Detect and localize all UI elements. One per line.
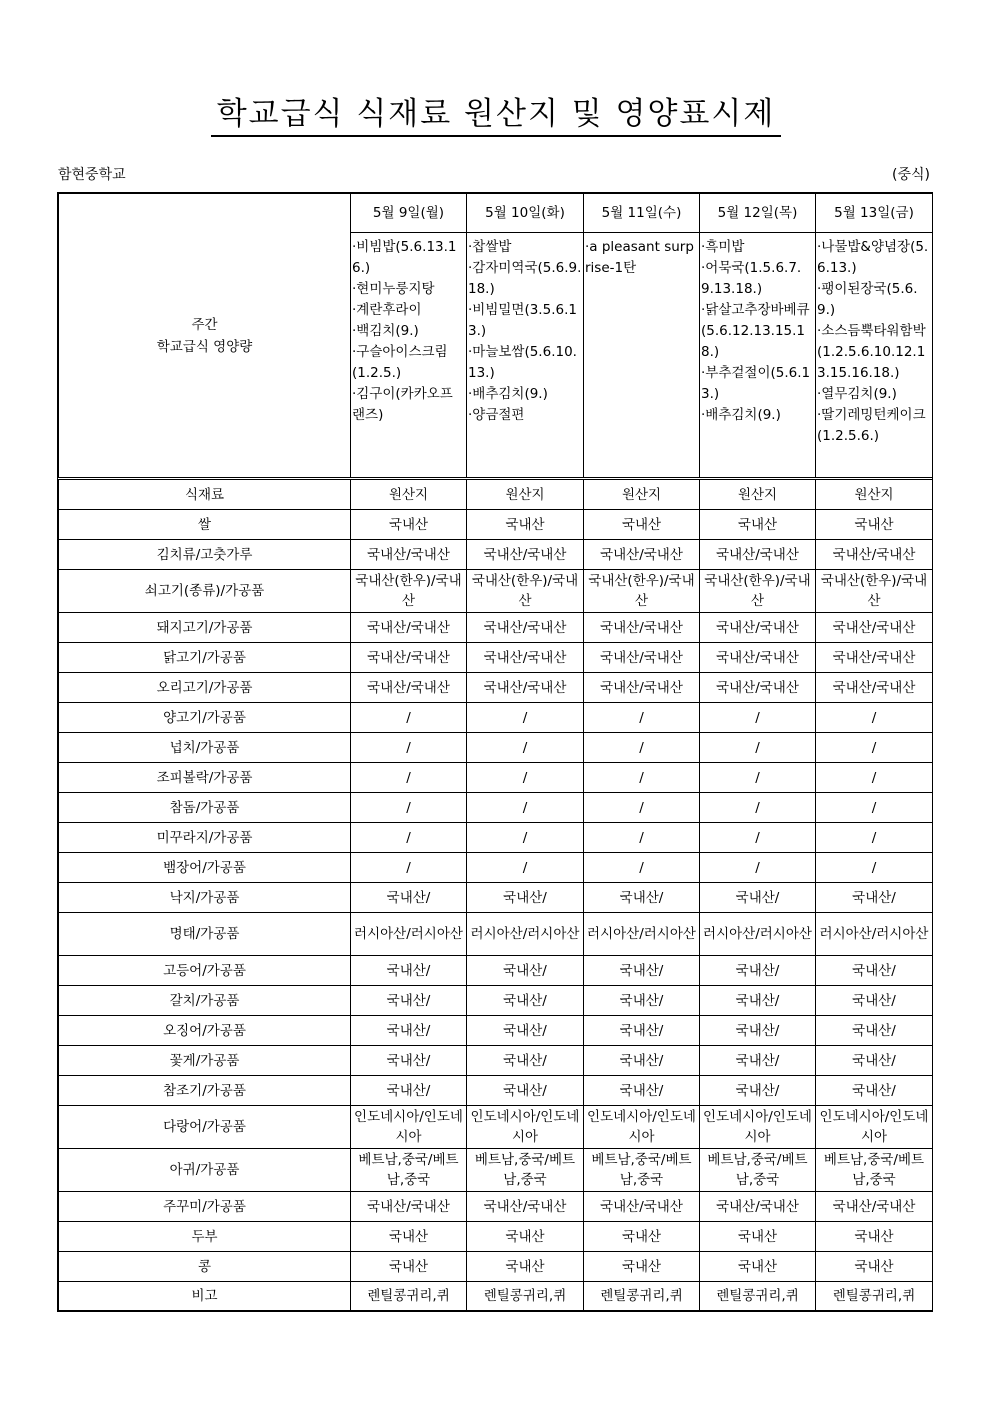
origin-value: 국내산/국내산: [700, 673, 816, 703]
menu-cell: [816, 233, 933, 479]
origin-row: [59, 823, 933, 853]
origin-header-row: [59, 479, 933, 510]
origin-value: 렌틸콩귀리,퀴: [700, 1282, 816, 1311]
origin-value: 국내산/: [700, 1046, 816, 1076]
origin-value: 국내산/: [584, 883, 700, 913]
ingredient-name: 쌀: [59, 510, 351, 540]
origin-value: /: [584, 733, 700, 763]
origin-value: /: [700, 763, 816, 793]
origin-value: 국내산/: [351, 1076, 467, 1106]
ingredient-name: 조피볼락/가공품: [59, 763, 351, 793]
origin-value: 국내산: [351, 1222, 467, 1252]
origin-value: 국내산/: [700, 1076, 816, 1106]
ingredient-name: 쇠고기(종류)/가공품: [59, 570, 351, 613]
ingredient-name: 고등어/가공품: [59, 956, 351, 986]
origin-value: 국내산/국내산: [584, 673, 700, 703]
origin-value: /: [700, 823, 816, 853]
origin-value: 국내산/국내산: [467, 643, 584, 673]
origin-value: 국내산/: [351, 1046, 467, 1076]
menu-item: ·비빔밀면(3.5.6.13.): [468, 302, 577, 339]
school-name: 함현중학교: [58, 167, 126, 183]
origin-value: 국내산/국내산: [584, 613, 700, 643]
origin-value: 국내산: [816, 1222, 933, 1252]
origin-value: 국내산/: [467, 956, 584, 986]
menu-cell: [700, 233, 816, 479]
origin-row: [59, 613, 933, 643]
origin-value: /: [816, 703, 933, 733]
origin-row: [59, 1149, 933, 1192]
menu-item: ·나물밥&양념장(5.6.13.): [817, 239, 929, 276]
origin-value: 베트남,중국/베트남,중국: [351, 1149, 467, 1192]
origin-value: 국내산/: [816, 883, 933, 913]
menu-item: ·마늘보쌈(5.6.10.13.): [468, 344, 577, 381]
origin-value: 국내산: [816, 1252, 933, 1282]
origin-value: 국내산/: [584, 956, 700, 986]
ingredient-name: 아귀/가공품: [59, 1149, 351, 1192]
origin-row: [59, 1192, 933, 1222]
origin-value: 국내산: [584, 1252, 700, 1282]
ingredient-name: 오리고기/가공품: [59, 673, 351, 703]
origin-value: 국내산/국내산: [467, 1192, 584, 1222]
ingredient-name: 닭고기/가공품: [59, 643, 351, 673]
origin-value: 러시아산/러시아산: [584, 913, 700, 956]
origin-value: 국내산/: [700, 956, 816, 986]
ingredient-name: 낙지/가공품: [59, 883, 351, 913]
origin-value: 국내산/: [700, 1016, 816, 1046]
date-cell: 5월 9일(월): [351, 194, 467, 233]
origin-value: 국내산/: [584, 1046, 700, 1076]
date-cell: 5월 11일(수): [584, 194, 700, 233]
origin-value: 렌틸콩귀리,퀴: [816, 1282, 933, 1311]
meal-table-body: [59, 194, 933, 1311]
origin-row: [59, 793, 933, 823]
origin-value: /: [700, 793, 816, 823]
origin-value: 국내산/국내산: [816, 540, 933, 570]
origin-value: 국내산/국내산: [700, 540, 816, 570]
origin-value: /: [351, 703, 467, 733]
origin-value: 러시아산/러시아산: [700, 913, 816, 956]
origin-value: 국내산: [700, 1222, 816, 1252]
menu-item: ·a pleasant surprise-1탄: [585, 239, 694, 276]
origin-value: 국내산/: [816, 1046, 933, 1076]
origin-row: [59, 1282, 933, 1311]
ingredient-name: 갈치/가공품: [59, 986, 351, 1016]
origin-header: 원산지: [816, 479, 933, 510]
origin-value: 국내산/국내산: [351, 1192, 467, 1222]
origin-value: 국내산/: [351, 883, 467, 913]
origin-row: [59, 1106, 933, 1149]
origin-value: /: [584, 853, 700, 883]
ingredient-name: 꽃게/가공품: [59, 1046, 351, 1076]
menu-item: ·비빔밥(5.6.13.16.): [352, 239, 457, 276]
origin-value: 국내산(한우)/국내산: [700, 570, 816, 613]
origin-value: 국내산/국내산: [816, 643, 933, 673]
menu-item: ·구슬아이스크림(1.2.5.): [352, 344, 448, 381]
origin-value: 국내산(한우)/국내산: [584, 570, 700, 613]
origin-value: /: [351, 853, 467, 883]
origin-value: 국내산/: [816, 986, 933, 1016]
origin-value: 러시아산/러시아산: [467, 913, 584, 956]
menu-item: ·소스듬뿍타워함박(1.2.5.6.10.12.13.15.16.18.): [817, 323, 926, 381]
origin-value: /: [351, 823, 467, 853]
origin-value: 국내산/국내산: [351, 643, 467, 673]
origin-value: 국내산/: [351, 986, 467, 1016]
nutrition-label-line2: 학교급식 영양량: [156, 338, 253, 355]
menu-item: ·흑미밥: [701, 239, 745, 255]
origin-value: 국내산/국내산: [700, 1192, 816, 1222]
origin-value: 베트남,중국/베트남,중국: [584, 1149, 700, 1192]
origin-value: 국내산/국내산: [351, 673, 467, 703]
origin-value: 국내산: [467, 510, 584, 540]
origin-row: [59, 956, 933, 986]
origin-value: /: [700, 733, 816, 763]
origin-value: 국내산/국내산: [700, 613, 816, 643]
nutrition-label-cell: [59, 194, 351, 479]
origin-value: 인도네시아/인도네시아: [584, 1106, 700, 1149]
origin-value: 국내산/국내산: [467, 540, 584, 570]
origin-row: [59, 1222, 933, 1252]
menu-item: ·찹쌀밥: [468, 239, 512, 255]
date-cell: 5월 12일(목): [700, 194, 816, 233]
origin-value: 국내산: [700, 1252, 816, 1282]
origin-header: 원산지: [700, 479, 816, 510]
origin-value: 국내산: [467, 1222, 584, 1252]
origin-row: [59, 1252, 933, 1282]
origin-row: [59, 673, 933, 703]
origin-value: 국내산(한우)/국내산: [816, 570, 933, 613]
origin-value: 국내산/국내산: [584, 643, 700, 673]
origin-row: [59, 643, 933, 673]
origin-value: 국내산(한우)/국내산: [467, 570, 584, 613]
origin-value: 국내산/: [700, 883, 816, 913]
origin-value: 인도네시아/인도네시아: [700, 1106, 816, 1149]
origin-header: 원산지: [584, 479, 700, 510]
origin-value: 인도네시아/인도네시아: [351, 1106, 467, 1149]
origin-value: 국내산/: [467, 986, 584, 1016]
origin-value: 베트남,중국/베트남,중국: [700, 1149, 816, 1192]
nutrition-label-line1: 주간: [191, 316, 218, 333]
origin-value: 인도네시아/인도네시아: [467, 1106, 584, 1149]
origin-value: 국내산/: [467, 1016, 584, 1046]
menu-item: ·감자미역국(5.6.9.18.): [468, 260, 582, 297]
origin-row: [59, 510, 933, 540]
origin-value: /: [351, 763, 467, 793]
origin-value: 국내산/: [816, 956, 933, 986]
origin-value: 러시아산/러시아산: [816, 913, 933, 956]
origin-value: 베트남,중국/베트남,중국: [816, 1149, 933, 1192]
origin-value: 국내산/국내산: [816, 613, 933, 643]
origin-row: [59, 1046, 933, 1076]
origin-value: /: [584, 703, 700, 733]
origin-value: 국내산/: [816, 1016, 933, 1046]
origin-value: 국내산/: [351, 956, 467, 986]
origin-value: 국내산/: [584, 1016, 700, 1046]
menu-item: ·딸기레밍턴케이크(1.2.5.6.): [817, 407, 926, 444]
origin-value: 국내산: [351, 510, 467, 540]
origin-value: /: [351, 733, 467, 763]
origin-row: [59, 883, 933, 913]
origin-value: /: [467, 733, 584, 763]
origin-value: /: [816, 733, 933, 763]
ingredient-name: 돼지고기/가공품: [59, 613, 351, 643]
menu-item: ·배추김치(9.): [701, 407, 781, 423]
origin-value: 국내산/국내산: [584, 540, 700, 570]
origin-value: /: [467, 793, 584, 823]
ingredient-name: 넙치/가공품: [59, 733, 351, 763]
ingredient-name: 미꾸라지/가공품: [59, 823, 351, 853]
ingredient-name: 다랑어/가공품: [59, 1106, 351, 1149]
origin-value: 국내산/국내산: [584, 1192, 700, 1222]
menu-item: ·백김치(9.): [352, 323, 419, 339]
origin-value: /: [584, 823, 700, 853]
menu-item: ·계란후라이: [352, 302, 422, 318]
ingredient-name: 뱀장어/가공품: [59, 853, 351, 883]
ingredient-name: 참돔/가공품: [59, 793, 351, 823]
origin-value: 국내산/국내산: [816, 1192, 933, 1222]
origin-row: [59, 540, 933, 570]
origin-value: 국내산/: [467, 1046, 584, 1076]
origin-value: 베트남,중국/베트남,중국: [467, 1149, 584, 1192]
ingredient-name: 콩: [59, 1252, 351, 1282]
origin-value: 국내산/: [584, 986, 700, 1016]
origin-value: /: [700, 853, 816, 883]
origin-row: [59, 1016, 933, 1046]
origin-value: /: [467, 763, 584, 793]
meal-table: [58, 193, 933, 1311]
origin-value: /: [816, 853, 933, 883]
origin-value: /: [467, 703, 584, 733]
ingredient-name: 양고기/가공품: [59, 703, 351, 733]
origin-value: 국내산/국내산: [351, 613, 467, 643]
ingredient-name: 비고: [59, 1282, 351, 1311]
origin-value: /: [584, 793, 700, 823]
origin-value: 국내산/국내산: [467, 673, 584, 703]
origin-value: 렌틸콩귀리,퀴: [467, 1282, 584, 1311]
menu-cell: [467, 233, 584, 479]
ingredient-name: 참조기/가공품: [59, 1076, 351, 1106]
ingredient-name: 주꾸미/가공품: [59, 1192, 351, 1222]
origin-value: 국내산: [584, 510, 700, 540]
date-header-row: [59, 194, 933, 233]
origin-value: 국내산/: [351, 1016, 467, 1046]
origin-value: 국내산/: [467, 883, 584, 913]
menu-item: ·현미누룽지탕: [352, 281, 435, 297]
origin-value: 국내산/국내산: [351, 540, 467, 570]
page-title-wrap: [0, 88, 992, 137]
origin-row: [59, 703, 933, 733]
origin-value: 국내산/: [700, 986, 816, 1016]
origin-row: [59, 570, 933, 613]
origin-row: [59, 853, 933, 883]
origin-value: /: [816, 823, 933, 853]
menu-item: ·김구이(카카오프랜즈): [352, 386, 453, 423]
origin-value: /: [816, 763, 933, 793]
origin-value: 국내산/: [816, 1076, 933, 1106]
date-cell: 5월 10일(화): [467, 194, 584, 233]
menu-item: ·열무김치(9.): [817, 386, 897, 402]
ingredient-name: 오징어/가공품: [59, 1016, 351, 1046]
origin-row: [59, 913, 933, 956]
menu-item: ·양금절편: [468, 407, 525, 423]
origin-value: 렌틸콩귀리,퀴: [351, 1282, 467, 1311]
meal-type: (중식): [892, 167, 930, 183]
origin-value: 국내산/국내산: [700, 643, 816, 673]
origin-value: 국내산: [700, 510, 816, 540]
menu-cell: [584, 233, 700, 479]
origin-value: /: [351, 793, 467, 823]
origin-value: /: [467, 853, 584, 883]
menu-item: ·부추겉절이(5.6.13.): [701, 365, 811, 402]
ingredient-name: 두부: [59, 1222, 351, 1252]
origin-row: [59, 1076, 933, 1106]
origin-value: 인도네시아/인도네시아: [816, 1106, 933, 1149]
origin-row: [59, 986, 933, 1016]
ingredient-name: 김치류/고춧가루: [59, 540, 351, 570]
origin-row: [59, 763, 933, 793]
origin-value: 국내산/국내산: [816, 673, 933, 703]
origin-value: /: [700, 703, 816, 733]
origin-value: 국내산(한우)/국내산: [351, 570, 467, 613]
menu-item: ·닭살고추장바베큐(5.6.12.13.15.18.): [701, 302, 810, 360]
origin-value: 국내산: [351, 1252, 467, 1282]
menu-item: ·팽이된장국(5.6.9.): [817, 281, 918, 318]
origin-row: [59, 733, 933, 763]
origin-value: 국내산/국내산: [467, 613, 584, 643]
origin-value: 국내산: [467, 1252, 584, 1282]
origin-value: 국내산/: [584, 1076, 700, 1106]
ingredients-header: 식재료: [59, 479, 351, 510]
origin-value: 국내산/: [467, 1076, 584, 1106]
origin-value: /: [467, 823, 584, 853]
origin-value: 국내산: [816, 510, 933, 540]
ingredient-name: 명태/가공품: [59, 913, 351, 956]
origin-value: 국내산: [584, 1222, 700, 1252]
origin-value: 렌틸콩귀리,퀴: [584, 1282, 700, 1311]
meal-table-frame: [57, 192, 933, 1312]
origin-value: /: [816, 793, 933, 823]
page-title: 학교급식 식재료 원산지 및 영양표시제: [211, 88, 782, 137]
origin-value: /: [584, 763, 700, 793]
menu-item: ·배추김치(9.): [468, 386, 548, 402]
menu-item: ·어묵국(1.5.6.7.9.13.18.): [701, 260, 802, 297]
origin-header: 원산지: [467, 479, 584, 510]
menu-cell: [351, 233, 467, 479]
date-cell: 5월 13일(금): [816, 194, 933, 233]
origin-header: 원산지: [351, 479, 467, 510]
origin-value: 러시아산/러시아산: [351, 913, 467, 956]
